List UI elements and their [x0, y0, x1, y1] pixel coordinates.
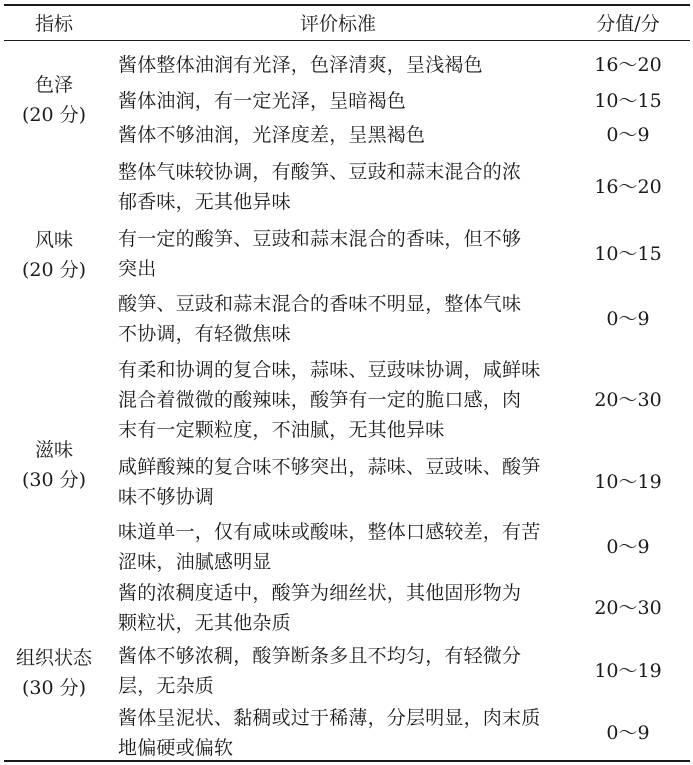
- score-row-11: 10～19: [594, 660, 662, 682]
- criteria-row-7: [118, 355, 558, 445]
- indicator-label: 滋味: [34, 439, 73, 461]
- score-row-5: 10～15: [594, 243, 662, 265]
- criteria-row-1: [118, 50, 558, 80]
- criteria-line: 颗粒状，无其他杂质: [118, 612, 291, 634]
- criteria-line: 混合着微微的酸辣味，酸笋有一定的脆口感，肉: [118, 389, 522, 411]
- criteria-line: 酱体不够油润，光泽度差，呈黑褐色: [118, 124, 426, 146]
- top-rule: [4, 4, 690, 6]
- criteria-line: 郁香味，无其他异味: [118, 191, 291, 213]
- criteria-row-8: [118, 452, 558, 512]
- criteria-line: 有一定的酸笋、豆豉和蒜末混合的香味，但不够: [118, 228, 522, 250]
- criteria-line: 末有一定颗粒度，不油腻，无其他异味: [118, 419, 445, 441]
- criteria-line: 整体气味较协调，有酸笋、豆豉和蒜末混合的浓: [118, 161, 522, 183]
- score-row-6: 0～9: [606, 308, 650, 330]
- criteria-row-6: [118, 289, 558, 349]
- criteria-row-3: [118, 120, 558, 150]
- indicator-label: 组织状态: [15, 647, 92, 669]
- criteria-line: 酸笋、豆豉和蒜末混合的香味不明显，整体气味: [118, 293, 522, 315]
- criteria-row-11: [118, 641, 558, 701]
- indicator-points: (30 分): [21, 469, 87, 491]
- criteria-line: 酱体油润，有一定光泽，呈暗褐色: [118, 90, 407, 112]
- criteria-line: 地偏硬或偏软: [118, 737, 234, 759]
- criteria-row-2: [118, 86, 558, 116]
- criteria-line: 咸鲜酸辣的复合味不够突出，蒜味、豆豉味、酸笋: [118, 456, 541, 478]
- criteria-line: 酱体呈泥状、黏稠或过于稀薄，分层明显，肉末质: [118, 707, 541, 729]
- criteria-line: 酱体不够浓稠，酸笋断条多且不均匀，有轻微分: [118, 645, 522, 667]
- criteria-row-12: [118, 703, 558, 763]
- criteria-row-9: [118, 517, 558, 577]
- indicator-points: (30 分): [21, 677, 87, 699]
- header-rule: [4, 40, 690, 41]
- header-indicator: 指标: [34, 13, 73, 35]
- indicator-label: 色泽: [34, 74, 73, 96]
- criteria-line: 不协调，有轻微焦味: [118, 323, 291, 345]
- criteria-row-10: [118, 578, 558, 638]
- header-score: 分值/分: [596, 13, 660, 35]
- score-row-1: 16～20: [594, 54, 662, 76]
- indicator-points: (20 分): [21, 259, 87, 281]
- indicator-texture: [4, 643, 104, 703]
- criteria-line: 酱的浓稠度适中，酸笋为细丝状，其他固形物为: [118, 582, 522, 604]
- criteria-row-4: [118, 157, 558, 217]
- score-row-4: 16～20: [594, 176, 662, 198]
- criteria-line: 有柔和协调的复合味，蒜味、豆豉味协调，咸鲜味: [118, 359, 541, 381]
- criteria-line: 味不够协调: [118, 486, 215, 508]
- score-row-3: 0～9: [606, 124, 650, 146]
- score-row-7: 20～30: [594, 389, 662, 411]
- indicator-flavor: [4, 225, 104, 285]
- indicator-points: (20 分): [21, 104, 87, 126]
- criteria-line: 涩味，油腻感明显: [118, 551, 272, 573]
- score-row-2: 10～15: [594, 90, 662, 112]
- score-row-9: 0～9: [606, 536, 650, 558]
- header-criteria: 评价标准: [299, 13, 376, 35]
- score-row-10: 20～30: [594, 597, 662, 619]
- indicator-taste: [4, 435, 104, 495]
- indicator-label: 风味: [34, 229, 73, 251]
- criteria-line: 酱体整体油润有光泽，色泽清爽，呈浅褐色: [118, 54, 483, 76]
- criteria-row-5: [118, 224, 558, 284]
- criteria-line: 层，无杂质: [118, 675, 215, 697]
- indicator-color: [4, 70, 104, 130]
- score-row-8: 10～19: [594, 471, 662, 493]
- criteria-line: 突出: [118, 258, 157, 280]
- score-row-12: 0～9: [606, 722, 650, 744]
- criteria-line: 味道单一，仅有咸味或酸味，整体口感较差，有苦: [118, 521, 541, 543]
